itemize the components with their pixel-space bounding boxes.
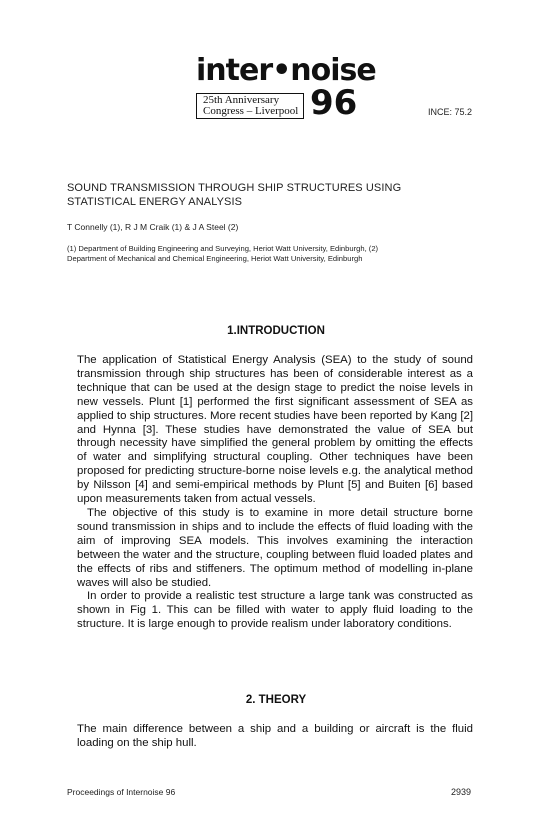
page-number: 2939 [451,787,472,797]
conference-logo [196,53,376,123]
introduction-body [77,354,473,632]
paper-title [67,181,401,209]
footer-proceedings: Proceedings of Internoise 96 [67,787,176,797]
theory-paragraph-1: The main difference between a ship and a building or aircraft is the fluid loading on the ship hull. [77,723,473,749]
title-line-2: STATISTICAL ENERGY ANALYSIS [67,196,243,208]
intro-paragraph-1: The application of Statistical Energy Analysis (SEA) to the study of sound transmission through ship structures has been of considerable interest as a technique that can be used at the design stage to predict the noise levels in new vessels. Plunt [1] performed the first significant assessment of SEA as applied to ship structures. More recent studies have been reported by Kang [2] and Hynna [3]. These studies have demonstrated the value of SEA but through necessity have simplified the general problem by omitting the effects of water and simplifying structural coupling. Other techniques have been proposed for predicting structure-borne noise levels e.g. the analytical method by Nilsson [4] and semi-empirical methods by Plunt [5] and Buiten [6] based upon measurements taken from actual vessels. [77,354,473,506]
logo-box-line2: Congress – Liverpool [203,105,299,117]
logo-box-line1: 25th Anniversary [203,94,280,106]
paper-code: INCE: 75.2 [428,107,473,117]
authors: T Connelly (1), R J M Craik (1) & J A Steel (2) [67,222,239,232]
logo-year: 96 [310,83,358,123]
logo-wordmark: inter•noise [196,53,376,88]
affiliation-line-1: (1) Department of Building Engineering and Surveying, Heriot Watt University, Edinburgh, (2) [67,244,379,253]
title-line-1: SOUND TRANSMISSION THROUGH SHIP STRUCTURES USING [67,182,402,194]
logo-anniversary-box [196,93,304,119]
affiliations [67,244,467,264]
affiliation-line-2: Department of Mechanical and Chemical Engineering, Heriot Watt University, Edinburgh [67,254,363,263]
theory-body [77,723,473,751]
introduction-heading: 1.INTRODUCTION [227,325,325,337]
intro-paragraph-3: In order to provide a realistic test structure a large tank was constructed as shown in Fig 1. This can be filled with water to apply fluid loading to the structure. It is large enough to provide realism under laboratory conditions. [77,590,473,631]
intro-paragraph-2: The objective of this study is to examine in more detail structure borne sound transmission in ships and to include the effects of fluid loading with the aim of improving SEA models. This involves examining the interaction between the water and the structure, coupling between fluid loaded plates and the effects of ribs and stiffeners. The optimum method of modelling in-plane waves will also be studied. [77,506,473,589]
theory-heading: 2. THEORY [245,694,307,706]
